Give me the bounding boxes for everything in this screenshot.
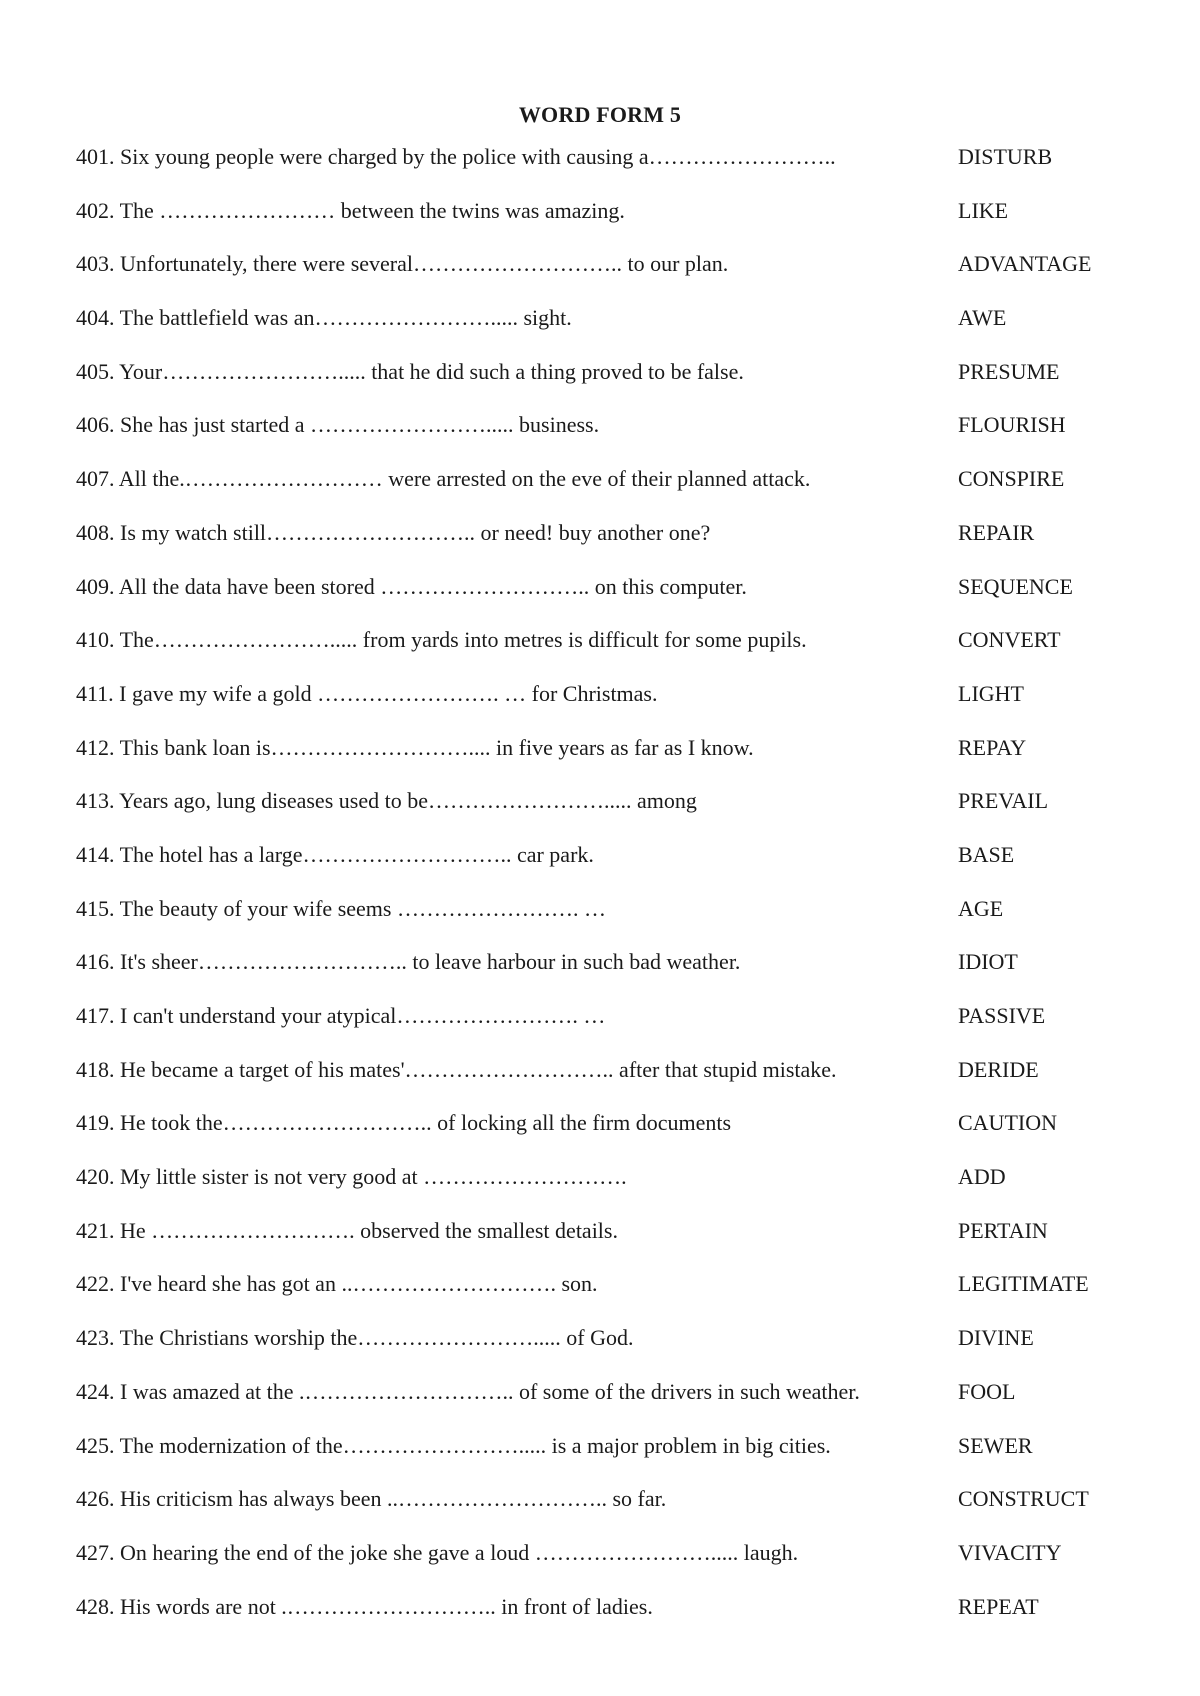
root-word: VIVACITY (958, 1539, 1062, 1565)
root-word: ADVANTAGE (958, 251, 1092, 277)
exercise-row (76, 1216, 1136, 1270)
exercise-row (76, 733, 1136, 787)
exercise-row (76, 947, 1136, 1001)
root-word: LEGITIMATE (958, 1271, 1089, 1297)
root-word: ADD (958, 1164, 1006, 1190)
root-word: CAUTION (958, 1110, 1057, 1136)
root-word: DISTURB (958, 144, 1053, 169)
root-word: REPAIR (958, 519, 1035, 545)
exercise-sentence: 414. The hotel has a large……………………….. car park. (76, 841, 594, 867)
exercise-sentence: 415. The beauty of your wife seems ……………………. … (76, 895, 606, 921)
exercise-row (76, 786, 1136, 840)
exercise-sentence: 413. Years ago, lung diseases used to be……………………..... among (76, 788, 697, 814)
root-word: CONSTRUCT (958, 1486, 1089, 1512)
exercise-row (76, 1592, 1136, 1646)
exercise-sentence: 427. On hearing the end of the joke she gave a loud ……………………..... laugh. (76, 1539, 799, 1565)
exercise-sentence: 417. I can't understand your atypical……………………. … (76, 1003, 606, 1028)
root-word: LIGHT (958, 680, 1024, 706)
exercise-row (76, 249, 1136, 303)
exercise-sentence: 425. The modernization of the……………………..... is a major problem in big cities. (76, 1432, 831, 1458)
exercise-row (76, 464, 1136, 518)
exercise-list (76, 142, 1136, 1645)
exercise-row (76, 1323, 1136, 1377)
exercise-row (76, 572, 1136, 626)
exercise-sentence: 405. Your……………………..... that he did such a thing proved to be false. (76, 358, 744, 384)
exercise-sentence: 421. He ………………………. observed the smallest details. (76, 1217, 618, 1243)
exercise-row (76, 1431, 1136, 1485)
root-word: FOOL (958, 1378, 1016, 1404)
exercise-row (76, 518, 1136, 572)
exercise-sentence: 426. His criticism has always been ..……………………….. so far. (76, 1486, 667, 1512)
exercise-sentence: 418. He became a target of his mates'……………………….. after that stupid mistake. (76, 1056, 837, 1082)
exercise-row (76, 1001, 1136, 1055)
exercise-row (76, 196, 1136, 250)
root-word: REPAY (958, 734, 1027, 760)
exercise-row (76, 840, 1136, 894)
exercise-sentence: 422. I've heard she has got an ..………………………. son. (76, 1271, 598, 1297)
exercise-sentence: 416. It's sheer……………………….. to leave harbour in such bad weather. (76, 949, 741, 975)
exercise-row (76, 1484, 1136, 1538)
exercise-sentence: 423. The Christians worship the……………………..... of God. (76, 1325, 634, 1351)
root-word: AGE (958, 895, 1004, 921)
exercise-sentence: 401. Six young people were charged by the police with causing a…………………….. (76, 144, 836, 169)
root-word: SEWER (958, 1432, 1033, 1458)
root-word: DIVINE (958, 1325, 1034, 1351)
exercise-sentence: 408. Is my watch still……………………….. or need! buy another one? (76, 519, 711, 545)
exercise-sentence: 406. She has just started a ……………………..... business. (76, 412, 600, 438)
exercise-sentence: 404. The battlefield was an……………………..... sight. (76, 305, 572, 331)
exercise-sentence: 410. The……………………..... from yards into metres is difficult for some pupils. (76, 627, 807, 653)
exercise-row (76, 1108, 1136, 1162)
root-word: FLOURISH (958, 412, 1066, 438)
root-word: REPEAT (958, 1593, 1039, 1619)
exercise-row (76, 625, 1136, 679)
exercise-row (76, 1538, 1136, 1592)
root-word: LIKE (958, 197, 1009, 223)
root-word: DERIDE (958, 1056, 1039, 1082)
exercise-sentence: 411. I gave my wife a gold ……………………. … for Christmas. (76, 680, 658, 706)
root-word: IDIOT (958, 949, 1018, 975)
exercise-row (76, 303, 1136, 357)
root-word: SEQUENCE (958, 573, 1073, 599)
exercise-row (76, 1377, 1136, 1431)
exercise-sentence: 402. The …………………… between the twins was amazing. (76, 197, 625, 223)
exercise-sentence: 420. My little sister is not very good at ………………………. (76, 1164, 627, 1190)
root-word: PREVAIL (958, 788, 1049, 814)
root-word: CONVERT (958, 627, 1061, 653)
root-word: BASE (958, 841, 1015, 867)
exercise-sentence: 407. All the.……………………… were arrested on the eve of their planned attack. (76, 466, 811, 492)
exercise-row (76, 142, 1136, 196)
exercise-row (76, 1269, 1136, 1323)
exercise-sentence: 412. This bank loan is……………………….... in five years as far as I know. (76, 734, 754, 760)
root-word: CONSPIRE (958, 466, 1065, 492)
exercise-sentence: 409. All the data have been stored ……………………….. on this computer. (76, 573, 747, 599)
exercise-row (76, 410, 1136, 464)
exercise-row (76, 894, 1136, 948)
root-word: PERTAIN (958, 1217, 1048, 1243)
page-title: WORD FORM 5 (518, 102, 682, 127)
exercise-sentence: 424. I was amazed at the .……………………….. of some of the drivers in such weather. (76, 1378, 860, 1404)
exercise-row (76, 1055, 1136, 1109)
exercise-sentence: 403. Unfortunately, there were several……………………….. to our plan. (76, 251, 729, 277)
exercise-row (76, 357, 1136, 411)
exercise-sentence: 419. He took the……………………….. of locking all the firm documents (76, 1110, 732, 1136)
exercise-sentence: 428. His words are not .……………………….. in front of ladies. (76, 1593, 653, 1619)
exercise-row (76, 1162, 1136, 1216)
root-word: PRESUME (958, 358, 1060, 384)
root-word: AWE (958, 305, 1007, 331)
root-word: PASSIVE (958, 1003, 1046, 1028)
exercise-row (76, 679, 1136, 733)
